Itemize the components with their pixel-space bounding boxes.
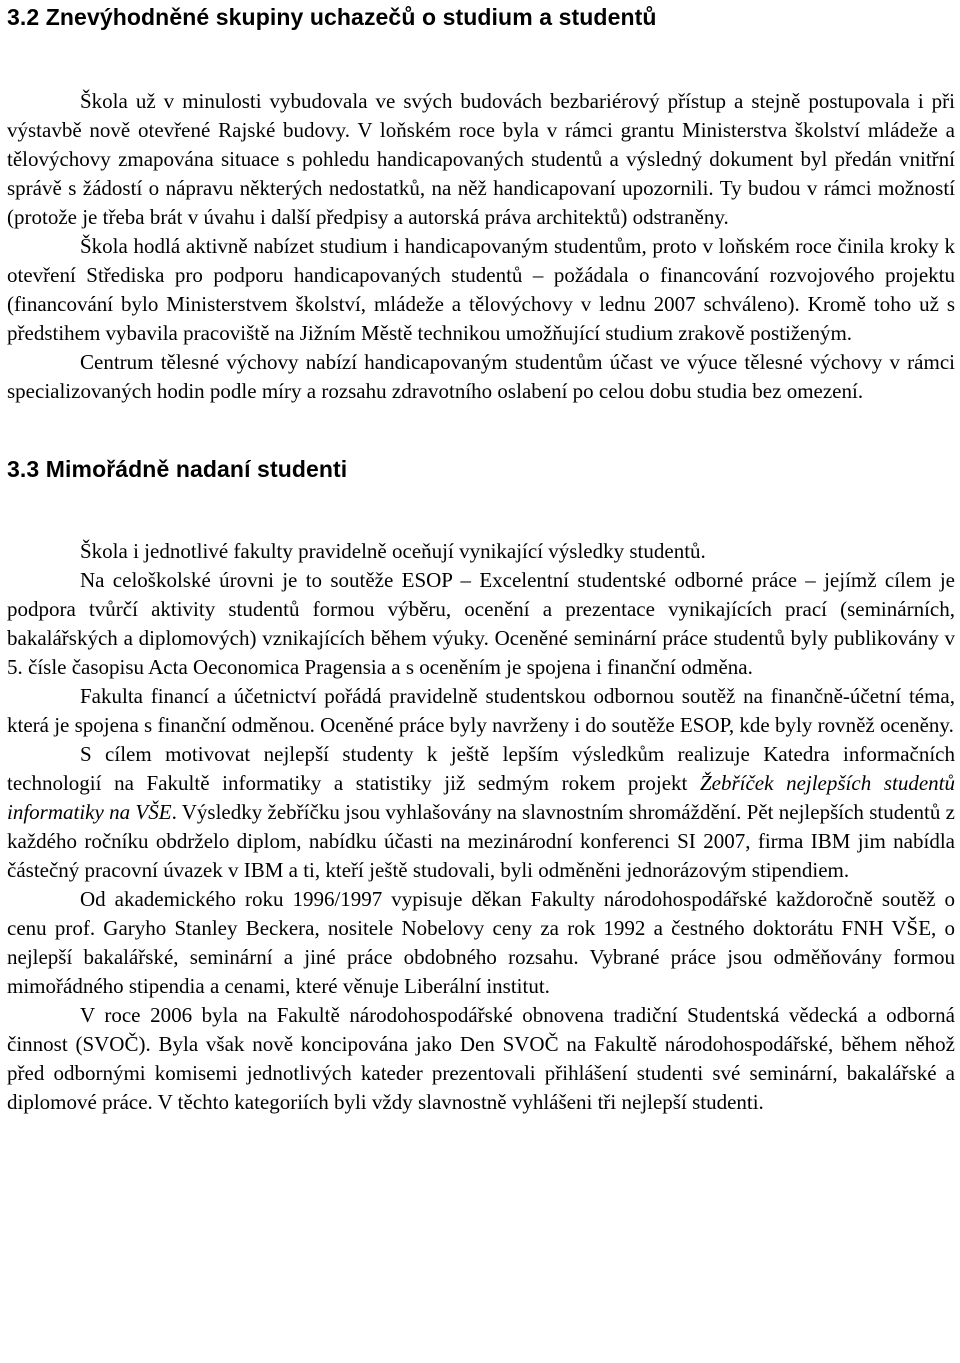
paragraph-physical-education: Centrum tělesné výchovy nabízí handicapovaným studentům účast ve výuce tělesné výchovy v rámci specializovaných hodin podle míry a rozsahu zdravotního oslabení po celou dobu studia bez omezení. — [7, 350, 955, 403]
paragraph-student-ladder — [7, 740, 955, 885]
paragraph-becker-prize: Od akademického roku 1996/1997 vypisuje děkan Fakulty národohospodářské každoročně soutěž o cenu prof. Garyho Stanley Beckera, nositele Nobelovy ceny za rok 1992 a čestného doktorátu FNH VŠE, o nejlepší bakalářské, seminární a jiné práce obdobného rozsahu. Vybrané práce jsou odměňovány formou mimořádného stipendia a cenami, které věnuje Liberální institut. — [7, 887, 955, 998]
section-heading-3-3: 3.3 Mimořádně nadaní studenti — [7, 456, 348, 482]
ladder-text-before: S cílem motivovat nejlepší studenty k ještě lepším výsledkům realizuje Katedra informačních technologií na Fakultě informatiky a statistiky již sedmým rokem projekt — [7, 742, 955, 795]
paragraph-esop: Na celoškolské úrovni je to soutěže ESOP – Excelentní studentské odborné práce – jejímž cílem je podpora tvůrčí aktivity studentů formou výběru, ocenění a prezentace vynikajících prací (seminárních, bakalářských a diplomových) vznikajících během výuky. Oceněné seminární práce studentů byly publikovány v 5. čísle časopisu Acta Oeconomica Pragensia a s oceněním je spojena i finanční odměna. — [7, 568, 955, 679]
paragraph-svoc: V roce 2006 byla na Fakultě národohospodářské obnovena tradiční Studentská vědecká a odborná činnost (SVOČ). Byla však nově koncipována jako Den SVOČ na Fakultě národohospodářské, během něhož před odbornými komisemi jednotlivých kateder prezentovali přihlášení studenti své seminární, bakalářské a diplomové práce. V těchto kategoriích byli vždy slavnostně vyhlášeni tři nejlepší studenti. — [7, 1003, 955, 1114]
section-heading-3-2: 3.2 Znevýhodněné skupiny uchazečů o studium a studentů — [7, 4, 657, 30]
ladder-text-after: . Výsledky žebříčku jsou vyhlašovány na slavnostním shromáždění. Pět nejlepších studentů z každého ročníku obdrželo diplom, nabídku účasti na mezinárodní konferenci SI 2007, firma IBM jim nabídla částečný pracovní úvazek v IBM a ti, kteří ještě studovali, byli odměněni jednorázovým stipendiem. — [7, 800, 955, 882]
paragraph-accessibility: Škola už v minulosti vybudovala ve svých budovách bezbariérový přístup a stejně postupovala i při výstavbě nově otevřené Rajské budovy. V loňském roce byla v rámci grantu Ministerstva školství mládeže a tělovýchovy zmapována situace s pohledu handicapovaných studentů a výsledný dokument byl předán vnitřní správě s žádostí o nápravu některých nedostatků, na něž handicapovaní upozornili. Ty budou v rámci možností (protože je třeba brát v úvahu i další předpisy a autorská práva architektů) odstraněny. — [7, 89, 955, 229]
paragraph-handicap-center: Škola hodlá aktivně nabízet studium i handicapovaným studentům, proto v loňském roce činila kroky k otevření Střediska pro podporu handicapovaných studentů – požádala o financování rozvojového projektu (financování bylo Ministerstvem školství, mládeže a tělovýchovy v lednu 2007 schváleno). Kromě toho už s předstihem vybavila pracoviště na Jižním Městě technikou umožňující studium zrakově postiženým. — [7, 234, 955, 345]
paragraph-ffu-competition: Fakulta financí a účetnictví pořádá pravidelně studentskou odbornou soutěž na finančně-účetní téma, která je spojena s finanční odměnou. Oceněné práce byly navrženy i do soutěže ESOP, kde byly rovněž oceněny. — [7, 684, 955, 737]
paragraph-awards-intro: Škola i jednotlivé fakulty pravidelně oceňují vynikající výsledky studentů. — [80, 539, 706, 563]
ladder-project-name: Žebříček nejlepších studentů informatiky na VŠE — [7, 771, 955, 824]
document-page — [7, 0, 955, 1117]
